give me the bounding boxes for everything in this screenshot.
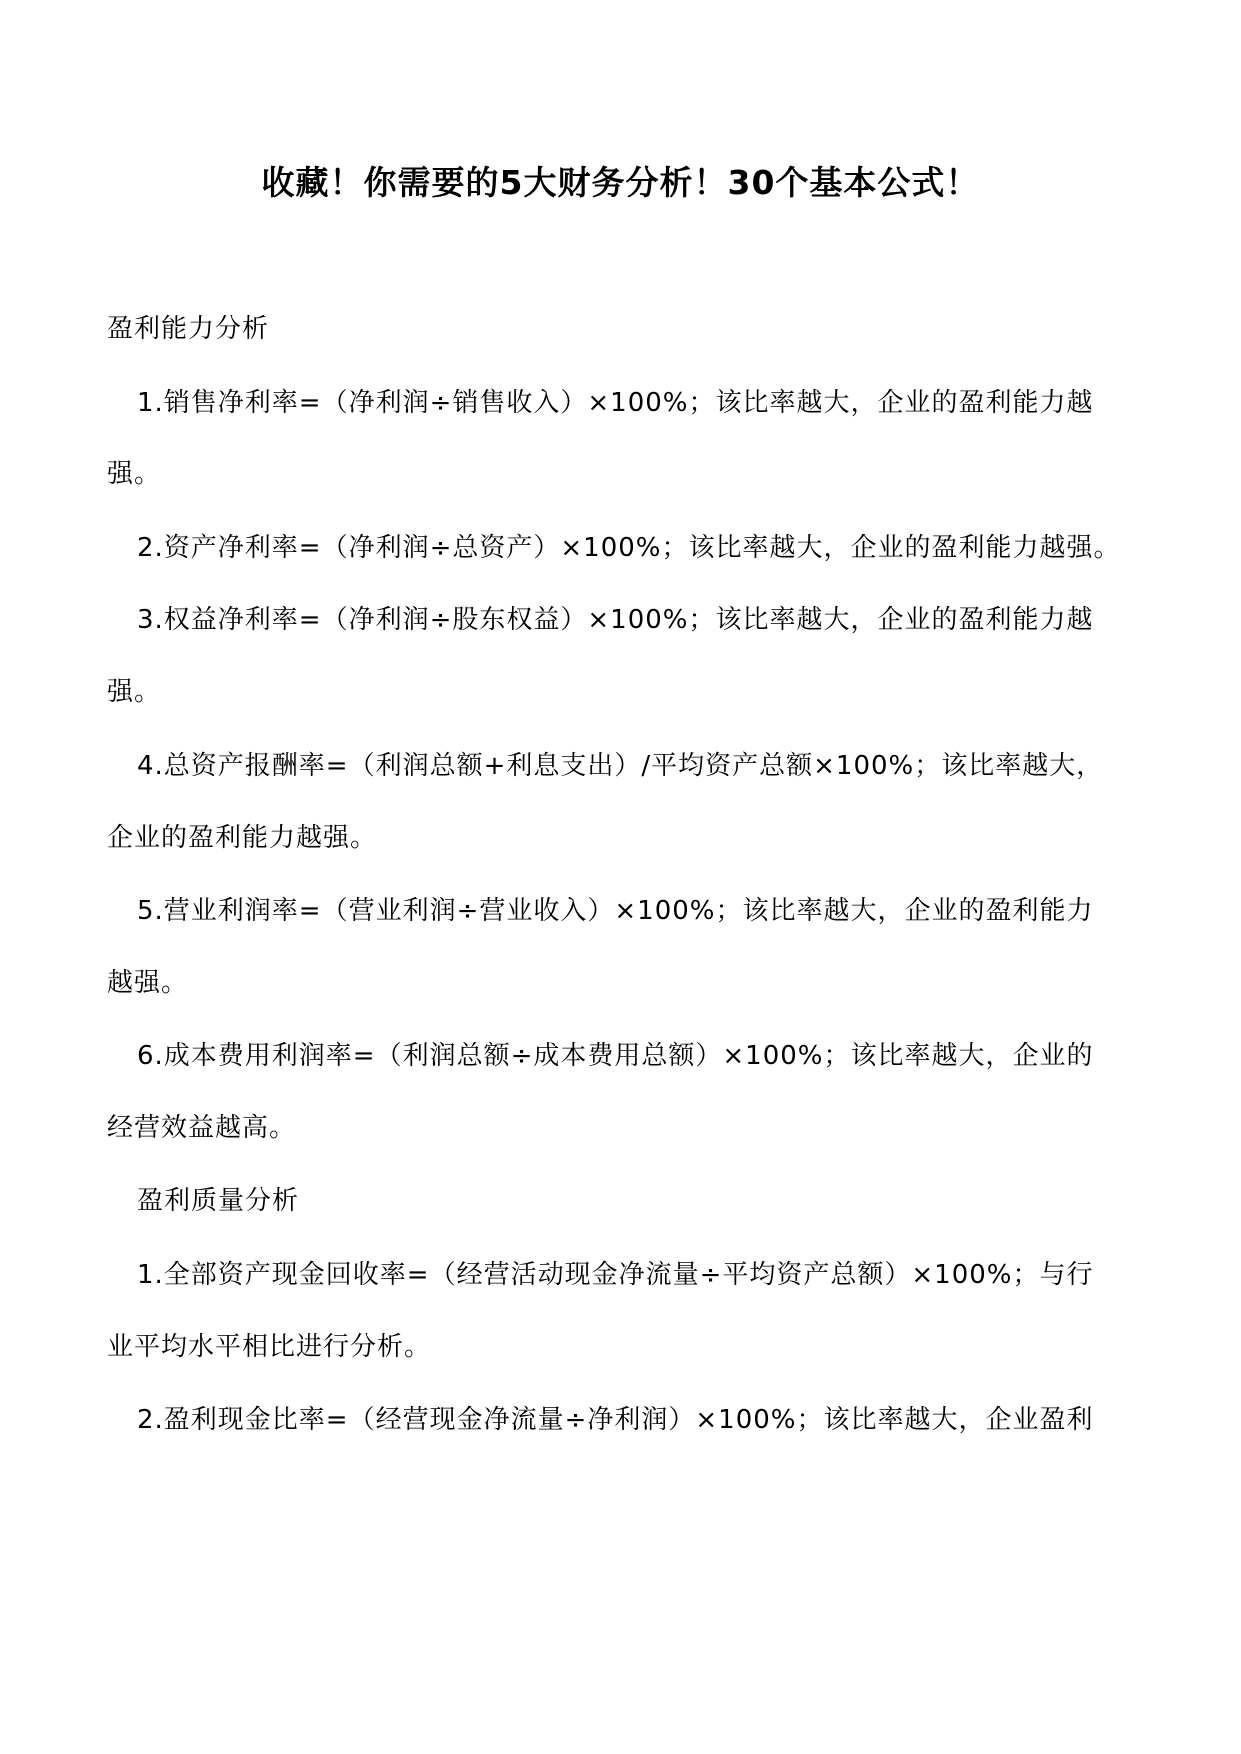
document-title: 收藏！你需要的5大财务分析！30个基本公式！ <box>261 163 980 202</box>
formula-net-profit-margin-cont: 强。 <box>107 459 162 489</box>
formula-cash-recovery-rate-cont: 业平均水平相比进行分析。 <box>107 1332 432 1362</box>
formula-net-profit-margin: 1.销售净利率=（净利润÷销售收入）×100%；该比率越大，企业的盈利能力越 <box>137 388 1094 418</box>
formula-total-asset-return: 4.总资产报酬率=（利润总额+利息支出）/平均资产总额×100%；该比率越大， <box>137 751 1104 781</box>
formula-cost-profit-ratio-cont: 经营效益越高。 <box>107 1113 297 1143</box>
formula-return-on-equity-cont: 强。 <box>107 677 162 707</box>
formula-total-asset-return-cont: 企业的盈利能力越强。 <box>107 823 378 853</box>
formula-earnings-cash-ratio: 2.盈利现金比率=（经营现金净流量÷净利润）×100%；该比率越大，企业盈利 <box>137 1405 1094 1435</box>
formula-operating-margin-cont: 越强。 <box>107 968 189 998</box>
section-heading-profitability: 盈利能力分析 <box>107 314 270 344</box>
formula-return-on-assets: 2.资产净利率=（净利润÷总资产）×100%；该比率越大，企业的盈利能力越强。 <box>137 533 1121 563</box>
formula-cost-profit-ratio: 6.成本费用利润率=（利润总额÷成本费用总额）×100%；该比率越大，企业的 <box>137 1041 1094 1071</box>
formula-operating-margin: 5.营业利润率=（营业利润÷营业收入）×100%；该比率越大，企业的盈利能力 <box>137 896 1094 926</box>
section-heading-profit-quality: 盈利质量分析 <box>137 1186 300 1216</box>
formula-return-on-equity: 3.权益净利率=（净利润÷股东权益）×100%；该比率越大，企业的盈利能力越 <box>137 605 1094 635</box>
formula-cash-recovery-rate: 1.全部资产现金回收率=（经营活动现金净流量÷平均资产总额）×100%；与行 <box>137 1260 1094 1290</box>
